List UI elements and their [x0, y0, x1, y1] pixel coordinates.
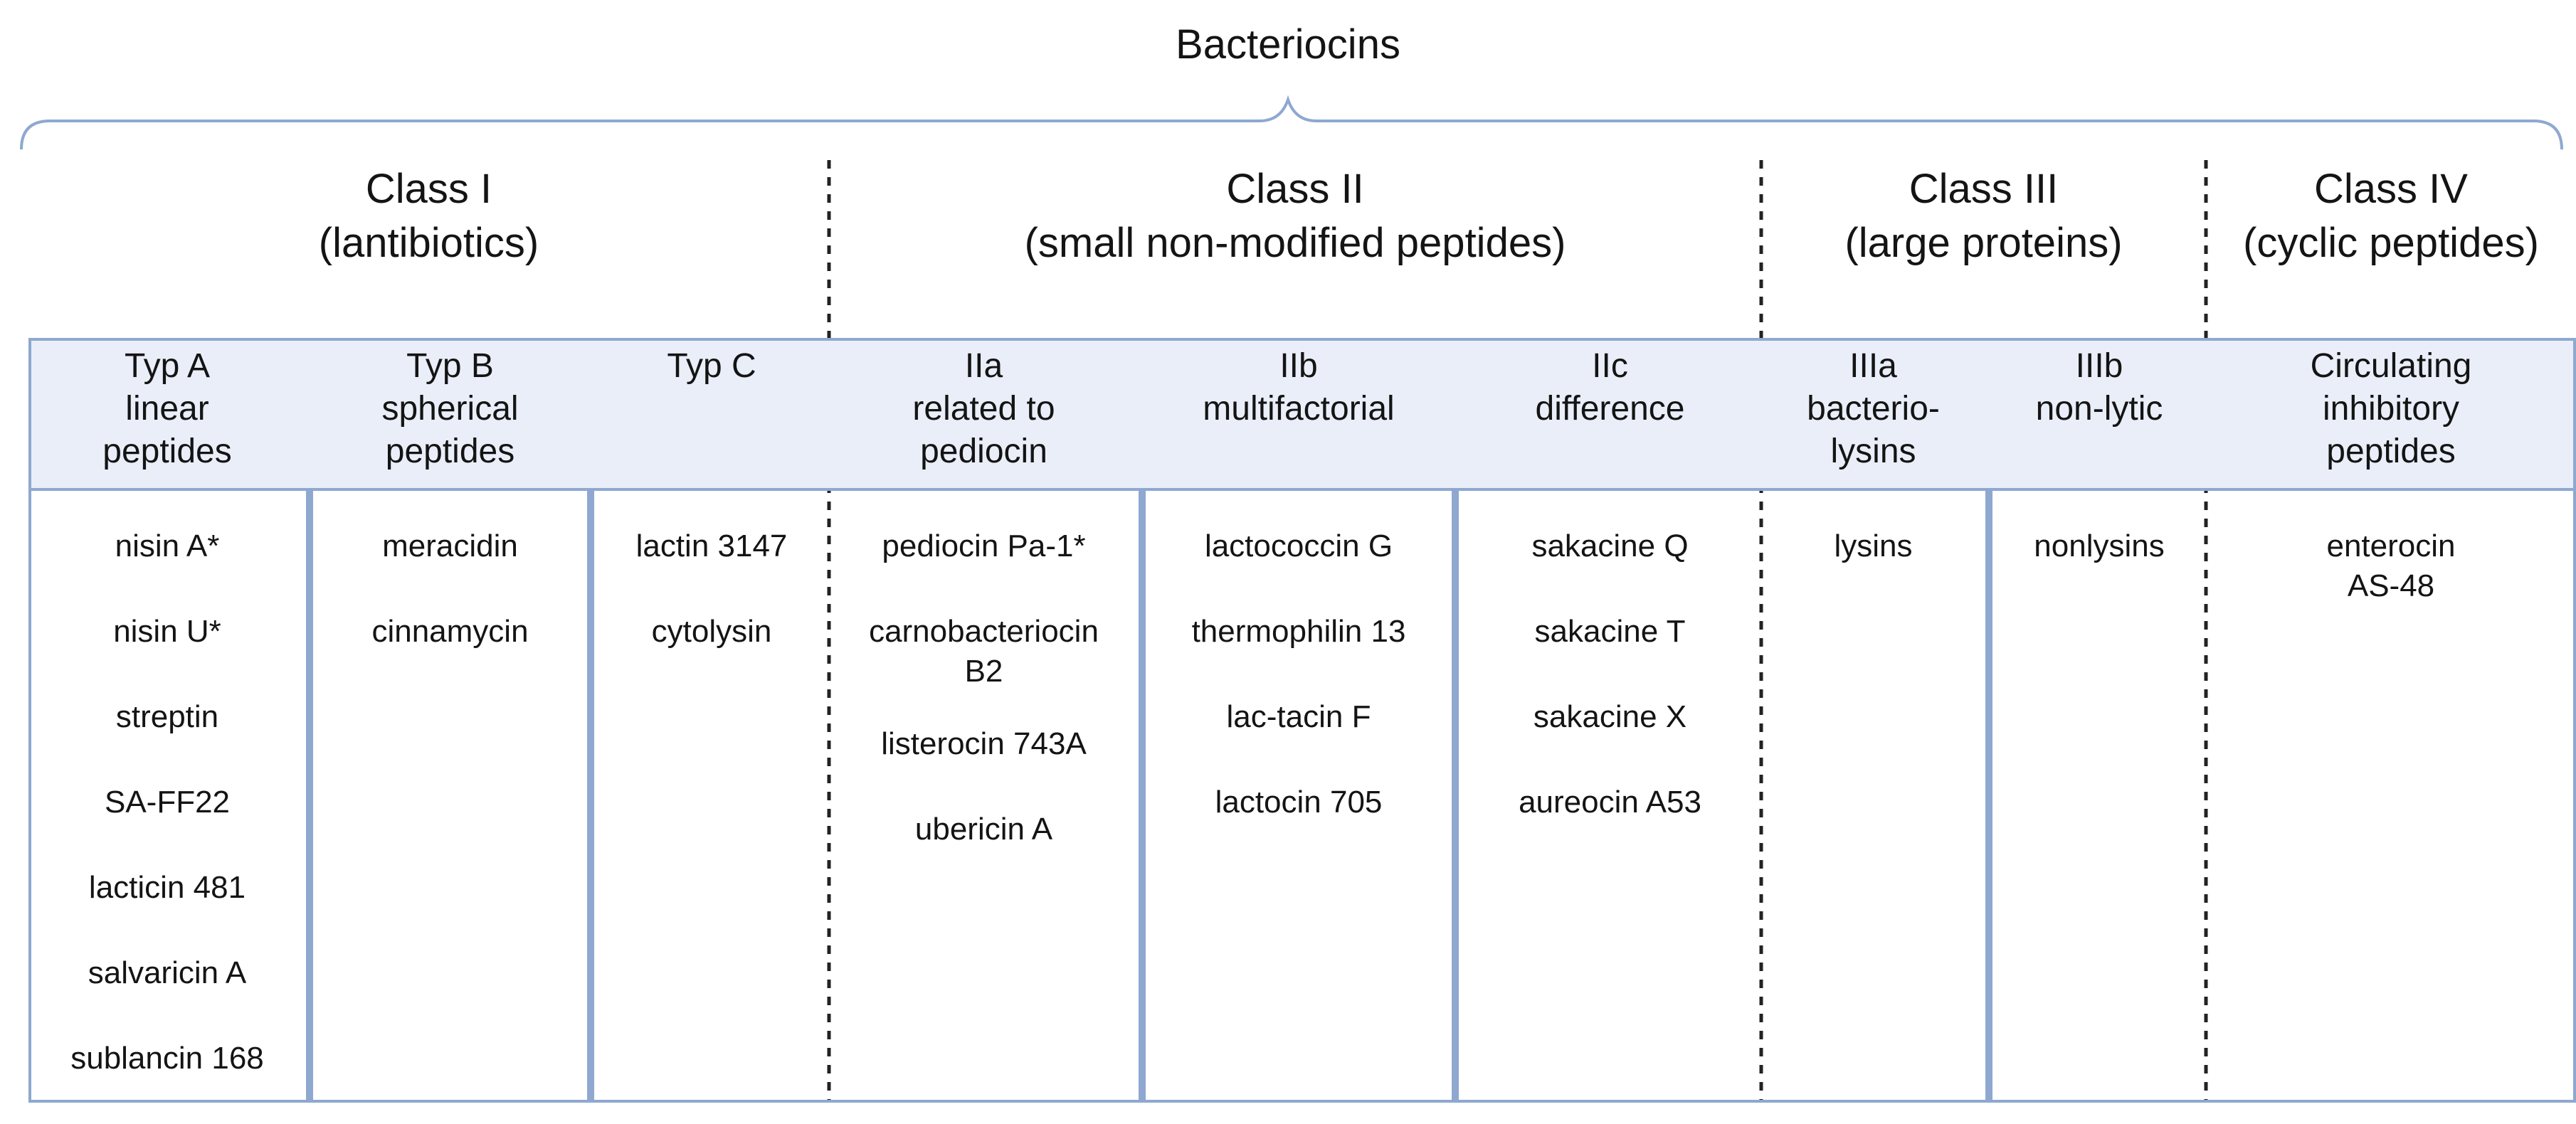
- bacteriocin-item: lac-tacin F: [1226, 699, 1371, 734]
- bacteriocin-item: lysins: [1834, 529, 1913, 563]
- column-separator: [1139, 491, 1146, 1103]
- iia-header: IIa related to pediocin: [912, 347, 1055, 470]
- bacteriocin-item: aureocin A53: [1519, 785, 1701, 820]
- bacteriocin-item: pediocin Pa-1*: [882, 529, 1086, 563]
- bacteriocin-item: lactocin 705: [1215, 785, 1383, 820]
- iiib-header: IIIb non-lytic: [2035, 347, 2163, 428]
- class-ii-heading: Class II (small non-modified peptides): [1024, 166, 1566, 266]
- bacteriocin-item: salvaricin A: [88, 955, 247, 990]
- class-i-heading: Class I (lantibiotics): [318, 166, 539, 266]
- typ-c-header: Typ C: [667, 347, 756, 385]
- typ-c-examples: [594, 526, 829, 697]
- bacteriocin-item: listerocin 743A: [881, 726, 1087, 761]
- iic-examples: [1459, 526, 1761, 868]
- bacteriocin-item: nisin U*: [113, 614, 221, 649]
- bacteriocin-item: cinnamycin: [371, 614, 529, 649]
- class-iv-heading: Class IV (cyclic peptides): [2243, 166, 2539, 266]
- bacteriocin-item: sakacine T: [1534, 614, 1686, 649]
- iib-header: IIb multifactorial: [1203, 347, 1395, 428]
- column-separator: [1452, 491, 1459, 1103]
- class-iv-subheader: Circulating inhibitory peptides: [2310, 347, 2472, 470]
- class-iii-heading: Class III (large proteins): [1844, 166, 2123, 266]
- iib-examples: [1146, 526, 1452, 868]
- bacteriocin-item: enterocin AS-48: [2326, 529, 2456, 603]
- bacteriocin-item: sublancin 168: [70, 1041, 264, 1076]
- bacteriocin-item: lactin 3147: [635, 529, 788, 563]
- column-separator: [587, 491, 594, 1103]
- iic-header: IIc difference: [1535, 347, 1685, 428]
- typ-b-header: Typ B spherical peptides: [381, 347, 519, 470]
- typ-a-examples: [28, 526, 306, 1124]
- column-separator: [306, 491, 313, 1103]
- bacteriocin-item: meracidin: [382, 529, 518, 563]
- bacteriocin-item: carnobacteriocin B2: [869, 614, 1099, 689]
- iiia-header: IIIa bacterio- lysins: [1807, 347, 1940, 470]
- bacteriocin-item: streptin: [115, 699, 219, 734]
- iiib-examples: [1992, 526, 2206, 612]
- typ-a-header: Typ A linear peptides: [102, 347, 232, 470]
- bacteriocin-item: cytolysin: [651, 614, 772, 649]
- class-iv-examples: [2206, 526, 2576, 652]
- iiia-examples: [1761, 526, 1985, 612]
- bacteriocin-item: thermophilin 13: [1191, 614, 1406, 649]
- iia-examples: [829, 526, 1139, 895]
- diagram-title: Bacteriocins: [1176, 21, 1400, 68]
- bacteriocin-item: lacticin 481: [88, 870, 246, 905]
- bacteriocin-item: nonlysins: [2034, 529, 2165, 563]
- typ-b-examples: [313, 526, 587, 697]
- bacteriocin-item: SA-FF22: [104, 785, 231, 820]
- title-brace: [21, 100, 2562, 149]
- bacteriocin-item: lactococcin G: [1204, 529, 1393, 563]
- bacteriocin-item: ubericin A: [914, 812, 1053, 847]
- bacteriocin-item: nisin A*: [115, 529, 220, 563]
- bacteriocin-item: sakacine X: [1533, 699, 1687, 734]
- bacteriocin-item: sakacine Q: [1531, 529, 1689, 563]
- column-separator: [1985, 491, 1992, 1103]
